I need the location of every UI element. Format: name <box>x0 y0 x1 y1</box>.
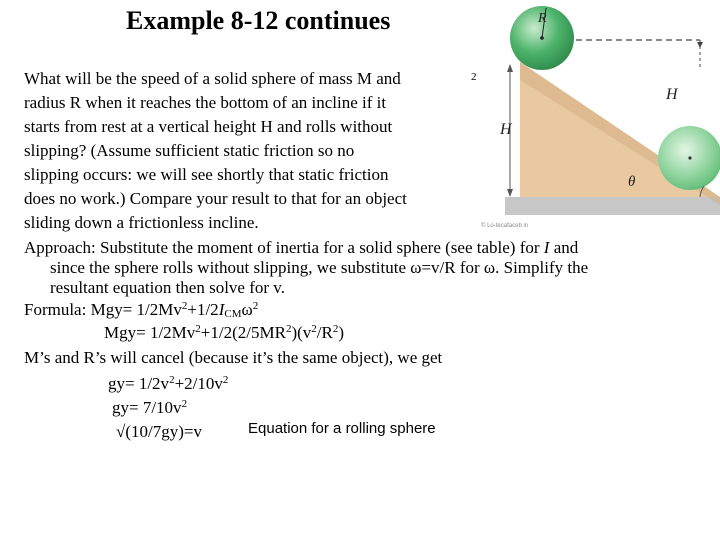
formula-line-2: $Mgy= 1/2Mv^2+1/2(2/5MR^2)(v^2/R^2)$ <box>104 323 345 342</box>
question-line-4: slipping? (Assume sufficient static friction so no <box>24 141 355 160</box>
question-line-3: starts from rest at a vertical height H and rolls without <box>24 117 393 136</box>
cancel-note: M’s and R’s will cancel (because it’s the same object), we get <box>24 348 443 367</box>
figure-watermark: © Lo-tecafaceb in <box>481 223 529 229</box>
question-line-1: What will be the speed of a solid sphere of mass M and <box>24 69 401 88</box>
label-r: R <box>538 11 547 26</box>
step-2: $gy= 7/10v^2$ <box>112 398 188 417</box>
label-theta: θ <box>628 174 636 190</box>
approach-line-3: resultant equation then solve for v. <box>50 278 285 297</box>
right-arrow-marker <box>697 42 703 48</box>
approach-line-1: Approach: Substitute the moment of inertia for a solid sphere (see table) for I and <box>24 238 579 257</box>
slide-title: Example 8-12 continues <box>126 6 391 35</box>
figure-superscript-2: 2 <box>471 71 477 83</box>
step-1: $gy= 1/2v^2+2/10v^2$ <box>108 374 229 393</box>
incline-figure <box>471 0 720 232</box>
sphere-bottom-center-dot <box>688 156 691 159</box>
height-arrow-down <box>507 189 513 197</box>
step-3: √(10/7gy)=v <box>116 422 202 441</box>
formula-line-1: Formula: $Mgy= 1/2Mv^2+1/2I_{CM}\omega^2$ <box>24 300 259 320</box>
ground-block <box>505 197 720 215</box>
approach-line-2: since the sphere rolls without slipping, we substitute ω=v/R for ω. Simplify the <box>50 258 589 277</box>
label-h-right: H <box>666 86 678 103</box>
question-line-6: does no work.) Compare your result to that for an object <box>24 189 407 208</box>
question-line-5: slipping occurs: we will see shortly that static friction <box>24 165 389 184</box>
label-h-side: H <box>500 121 512 138</box>
question-line-2: radius R when it reaches the bottom of an incline if it <box>24 93 387 112</box>
sphere-center-dot <box>540 36 544 40</box>
height-arrow-up <box>507 64 513 72</box>
rolling-sphere-note: Equation for a rolling sphere <box>248 420 436 437</box>
question-line-7: sliding down a frictionless incline. <box>24 213 259 232</box>
